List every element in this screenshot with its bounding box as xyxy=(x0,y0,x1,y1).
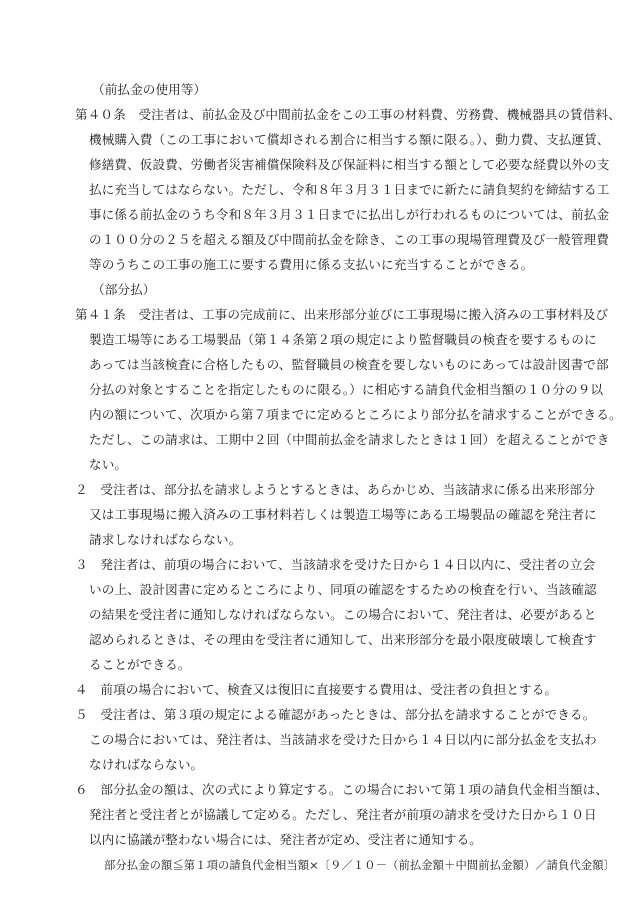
article-40-line-1: 第４０条 受注者は、前払金及び中間前払金をこの工事の材料費、労務費、機械器具の賃借料、 xyxy=(75,107,621,122)
article-41-line-7: ない。 xyxy=(89,457,128,472)
article-41-line-5: 内の額について、次項から第７項までに定めるところにより部分払を請求することができる。 xyxy=(89,407,622,422)
article-41-line-3: あっては当該検査に合格したもの、監督職員の検査を要しないものにあっては設計図書で部 xyxy=(89,357,609,372)
paragraph-5-line-3: なければならない。 xyxy=(89,757,204,772)
article-40-line-7: 等のうちこの工事の施工に要する費用に係る支払いに充当することができる。 xyxy=(89,257,534,272)
article-41-line-2: 製造工場等にある工場製品（第１４条第２項の規定により監督職員の検査を要するものに xyxy=(89,332,597,347)
article-40-line-3: 修繕費、仮設費、労働者災害補償保険料及び保証料に相当する額として必要な経費以外の支 xyxy=(89,157,610,172)
paragraph-4-line-1: ４ 前項の場合において、検査又は復旧に直接要する費用は、受注者の負担とする。 xyxy=(75,682,558,697)
paragraph-3-line-4: 認められるときは、その理由を受注者に通知して、出来形部分を最小限度破壊して検査す xyxy=(89,632,597,647)
paragraph-3-line-2: いの上、設計図書に定めるところにより、同項の確認をするための検査を行い、当該確認 xyxy=(89,582,597,597)
paragraph-3-line-3: の結果を受注者に通知しなければならない。この場合において、発注者は、必要があると xyxy=(89,607,597,622)
paragraph-5-line-1: ５ 受注者は、第３項の規定による確認があったときは、部分払を請求することができる。 xyxy=(75,707,596,722)
paragraph-2-line-2: 又は工事現場に搬入済みの工事材料若しくは製造工場等にある工場製品の確認を発注者に xyxy=(89,507,597,522)
article-41-line-1: 第４１条 受注者は、工事の完成前に、出来形部分並びに工事現場に搬入済みの工事材料及び xyxy=(75,307,609,322)
paragraph-6-line-1: ６ 部分払金の額は、次の式により算定する。この場合において第１項の請負代金相当額は、 xyxy=(75,782,609,797)
article-41-line-4: 分払の対象とすることを指定したものに限る。）に相応する請負代金相当額の１０分の９以 xyxy=(89,382,604,397)
article-41-heading: （部分払） xyxy=(92,282,156,297)
article-40-heading: （前払金の使用等） xyxy=(92,82,207,97)
article-41-line-6: ただし、この請求は、工期中２回（中間前払金を請求したときは１回）を超えることができ xyxy=(89,432,610,447)
article-40-line-4: 払に充当してはならない。ただし、令和８年３月３１日までに新たに請負契約を締結する工 xyxy=(89,182,610,197)
article-40-line-6: の１００分の２５を超える額及び中間前払金を除き、この工事の現場管理費及び一般管理費 xyxy=(89,232,609,247)
paragraph-3-line-1: ３ 発注者は、前項の場合において、当該請求を受けた日から１４日以内に、受注者の立会 xyxy=(75,557,596,572)
paragraph-6-line-2: 発注者と受注者とが協議して定める。ただし、発注者が前項の請求を受けた日から１０日 xyxy=(89,807,597,822)
article-40-line-2: 機械購入費（この工事において償却される割合に相当する額に限る。）、動力費、支払運賃、 xyxy=(89,132,610,147)
paragraph-3-line-5: ることができる。 xyxy=(89,657,191,672)
paragraph-2-line-3: 請求しなければならない。 xyxy=(89,532,242,547)
paragraph-2-line-1: ２ 受注者は、部分払を請求しようとするときは、あらかじめ、当該請求に係る出来形部分 xyxy=(75,482,595,497)
formula-line: 部分払金の額≦第１項の請負代金相当額×〔９／１０－（前払金額＋中間前払金額）／請負代金額〕 xyxy=(104,859,616,872)
article-40-line-5: 事に係る前払金のうち令和８年３月３１日までに払出しが行われるものについては、前払金 xyxy=(89,207,610,222)
paragraph-5-line-2: この場合においては、発注者は、当該請求を受けた日から１４日以内に部分払金を支払わ xyxy=(89,732,597,747)
paragraph-6-line-3: 以内に協議が整わない場合には、発注者が定め、受注者に通知する。 xyxy=(89,832,483,847)
